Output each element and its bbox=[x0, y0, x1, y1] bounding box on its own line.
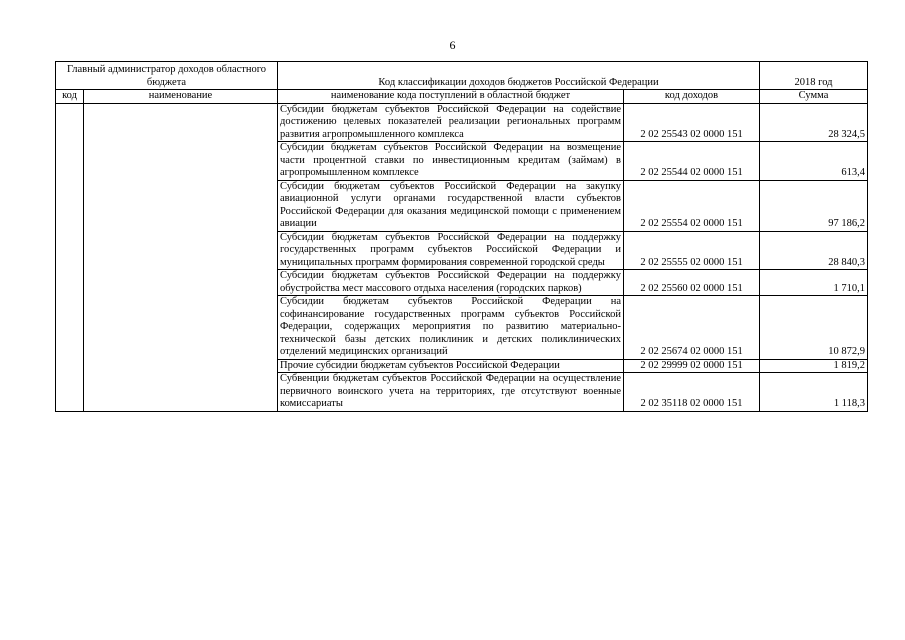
col-header-name: наименование bbox=[84, 90, 278, 104]
income-table bbox=[55, 61, 868, 412]
sum-cell: 1 710,1 bbox=[760, 270, 868, 296]
income-code-cell: 2 02 25554 02 0000 151 bbox=[624, 180, 760, 231]
table-row bbox=[56, 103, 868, 142]
admin-name-cell bbox=[84, 103, 278, 411]
header-year: 2018 год bbox=[760, 62, 868, 90]
sum-cell: 1 819,2 bbox=[760, 359, 868, 373]
income-code-cell: 2 02 35118 02 0000 151 bbox=[624, 373, 760, 412]
header-row-group bbox=[56, 62, 868, 90]
income-name-cell: Прочие субсидии бюджетам субъектов Российской Федерации bbox=[278, 359, 624, 373]
sum-cell: 28 840,3 bbox=[760, 231, 868, 270]
admin-code-cell bbox=[56, 103, 84, 411]
income-code-cell: 2 02 25555 02 0000 151 bbox=[624, 231, 760, 270]
sum-cell: 1 118,3 bbox=[760, 373, 868, 412]
sum-cell: 28 324,5 bbox=[760, 103, 868, 142]
col-header-code: код bbox=[56, 90, 84, 104]
col-header-sum: Сумма bbox=[760, 90, 868, 104]
sum-cell: 97 186,2 bbox=[760, 180, 868, 231]
income-name-cell: Субсидии бюджетам субъектов Российской Федерации на поддержку обустройства мест массового отдыха населения (городских парков) bbox=[278, 270, 624, 296]
page-number: 6 bbox=[449, 38, 456, 52]
income-name-cell: Субсидии бюджетам субъектов Российской Федерации на софинансирование государственных программ субъектов Российской Федерации, содержащих мероприятия по развитию материально-технической базы детских поликлиник и детских поликлинических отделений медицинских организаций bbox=[278, 296, 624, 360]
col-header-income-name: наименование кода поступлений в областной бюджет bbox=[278, 90, 624, 104]
income-code-cell: 2 02 25674 02 0000 151 bbox=[624, 296, 760, 360]
header-admin: Главный администратор доходов областного бюджета bbox=[56, 62, 278, 90]
header-row-columns bbox=[56, 90, 868, 104]
income-code-cell: 2 02 25544 02 0000 151 bbox=[624, 142, 760, 181]
income-code-cell: 2 02 25560 02 0000 151 bbox=[624, 270, 760, 296]
income-name-cell: Субсидии бюджетам субъектов Российской Федерации на закупку авиационной услуги органами государственной власти субъектов Российской Федерации для оказания медицинской помощи с применением авиации bbox=[278, 180, 624, 231]
income-name-cell: Субсидии бюджетам субъектов Российской Федерации на содействие достижению целевых показателей реализации региональных программ развития агропромышленного комплекса bbox=[278, 103, 624, 142]
income-name-cell: Субсидии бюджетам субъектов Российской Федерации на возмещение части процентной ставки по инвестиционным кредитам (займам) в агропромышленном комплексе bbox=[278, 142, 624, 181]
income-name-cell: Субсидии бюджетам субъектов Российской Федерации на поддержку государственных программ субъектов Российской Федерации и муниципальных программ формирования современной городской среды bbox=[278, 231, 624, 270]
income-code-cell: 2 02 25543 02 0000 151 bbox=[624, 103, 760, 142]
income-code-cell: 2 02 29999 02 0000 151 bbox=[624, 359, 760, 373]
col-header-income-code: код доходов bbox=[624, 90, 760, 104]
income-name-cell: Субвенции бюджетам субъектов Российской Федерации на осуществление первичного воинского учета на территориях, где отсутствуют военные комиссариаты bbox=[278, 373, 624, 412]
header-classification: Код классификации доходов бюджетов Российской Федерации bbox=[278, 62, 760, 90]
sum-cell: 613,4 bbox=[760, 142, 868, 181]
sum-cell: 10 872,9 bbox=[760, 296, 868, 360]
